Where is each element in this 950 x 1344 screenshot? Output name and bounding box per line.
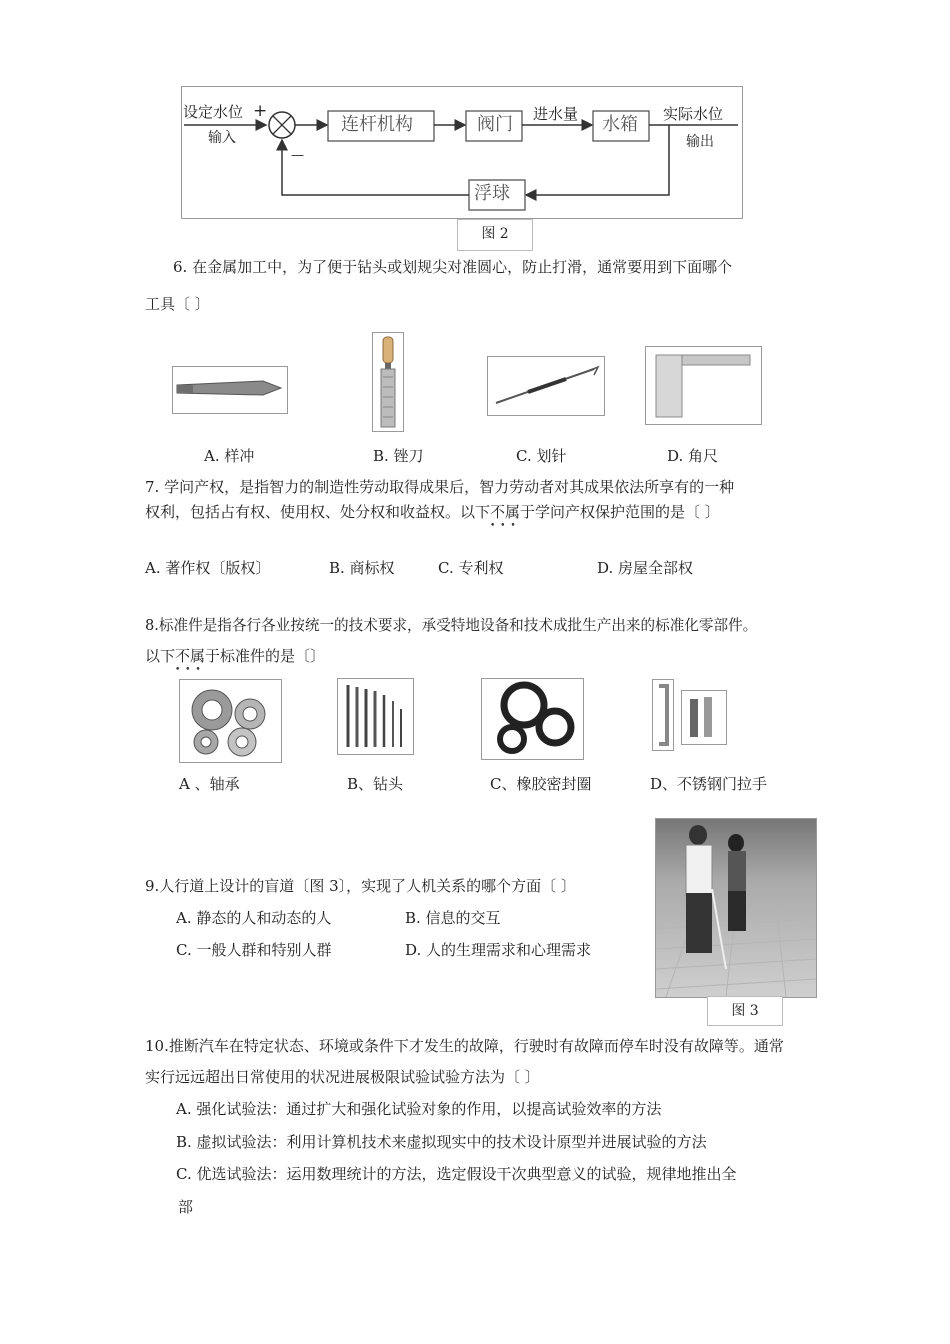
q9-line1: 9.人行道上设计的盲道〔图 3〕，实现了人机关系的哪个方面〔 〕	[145, 877, 576, 895]
q6-option-b: B. 锉刀	[373, 447, 424, 465]
img-door-handle-1	[652, 679, 674, 751]
fig2-tank-text: 水箱	[602, 114, 638, 135]
q10-option-b: B. 虚拟试验法：利用计算机技术来虚拟现实中的技术设计原型并进展试验的方法	[176, 1133, 707, 1151]
fig2-linkage-text: 连杆机构	[341, 114, 413, 135]
img-rubber-seals	[481, 678, 584, 760]
q8-option-a: A 、轴承	[179, 775, 240, 793]
q10-option-c: C. 优选试验法：运用数理统计的方法，选定假设干次典型意义的试验，规律地推出全	[176, 1165, 737, 1183]
q7-option-c: C. 专利权	[438, 559, 504, 577]
q9-option-c: C. 一般人群和特别人群	[176, 941, 332, 959]
fig2-caption: 图 2	[457, 219, 533, 251]
img-center-punch	[172, 366, 288, 414]
q8-line1: 8.标准件是指各行各业按统一的技术要求，承受特地设备和技术成批生产出来的标准化零部件。	[145, 617, 758, 634]
fig2-set-label: 设定水位	[183, 103, 244, 121]
img-door-handle-2	[681, 690, 727, 745]
fig2-inflow-label: 进水量	[533, 105, 579, 123]
fig2-output-label: 输出	[686, 134, 714, 150]
fig2-input-label: 输入	[208, 130, 236, 146]
q7-line1: 7. 学问产权，是指智力的制造性劳动取得成果后，智力劳动者对其成果依法所享有的一种	[145, 478, 735, 496]
fig2-float-text: 浮球	[474, 183, 510, 204]
img-file	[372, 332, 404, 432]
q9-option-b: B. 信息的交互	[405, 909, 501, 927]
q7-emphasis: 不属于 • • •	[490, 502, 535, 522]
q8-option-b: B、钻头	[347, 775, 404, 793]
q8-option-d: D、不锈钢门拉手	[650, 775, 768, 793]
q10-line2: 实行远远超出日常使用的状况进展极限试验试验方法为〔 〕	[145, 1068, 540, 1086]
q9-option-a: A. 静态的人和动态的人	[176, 909, 332, 927]
img-square-ruler	[645, 346, 762, 425]
q7-line2-post: 学问产权保护范围的是〔 〕	[535, 503, 720, 521]
q6-option-a: A. 样冲	[204, 447, 255, 465]
q8-line2	[145, 646, 325, 666]
img-blind-path-photo	[655, 818, 817, 998]
q7-line2	[145, 502, 720, 522]
q8-line2-pre: 以下	[145, 647, 176, 665]
fig2-actual-label: 实际水位	[663, 105, 724, 123]
img-scriber	[487, 356, 605, 416]
q6-line1: 6. 在金属加工中，为了便于钻头或划规尖对准圆心，防止打滑，通常要用到下面哪个	[173, 258, 733, 276]
q6-option-d: D. 角尺	[667, 447, 719, 465]
q7-option-b: B. 商标权	[329, 559, 395, 577]
img-drill-bits	[337, 678, 414, 755]
q9-option-d: D. 人的生理需求和心理需求	[405, 941, 592, 959]
fig2-plus: +	[253, 101, 268, 121]
img-bearing	[179, 679, 282, 763]
feedback-return	[282, 140, 469, 195]
q7-option-d: D. 房屋全部权	[597, 559, 694, 577]
q10-option-a: A. 强化试验法：通过扩大和强化试验对象的作用，以提高试验效率的方法	[176, 1100, 662, 1118]
q7-line2-pre: 权利，包括占有权、使用权、处分权和收益权。以下	[145, 503, 491, 521]
q8-emphasis: 不属于 • • •	[175, 646, 220, 666]
q8-line2-post: 标准件的是〔〕	[220, 647, 326, 665]
q6-line2: 工具〔 〕	[145, 295, 210, 313]
q7-option-a: A. 著作权〔版权〕	[145, 559, 271, 577]
fig2-minus: —	[291, 148, 304, 163]
q10-line1: 10.推断汽车在特定状态、环境或条件下才发生的故障，行驶时有故障而停车时没有故障等。通常	[145, 1037, 784, 1055]
fig3-caption: 图 3	[707, 996, 783, 1026]
q8-option-c: C、橡胶密封圈	[490, 775, 592, 793]
q10-option-c-cont: 部	[178, 1198, 194, 1216]
q6-option-c: C. 划针	[516, 447, 567, 465]
fig2-valve-text: 阀门	[477, 114, 513, 135]
